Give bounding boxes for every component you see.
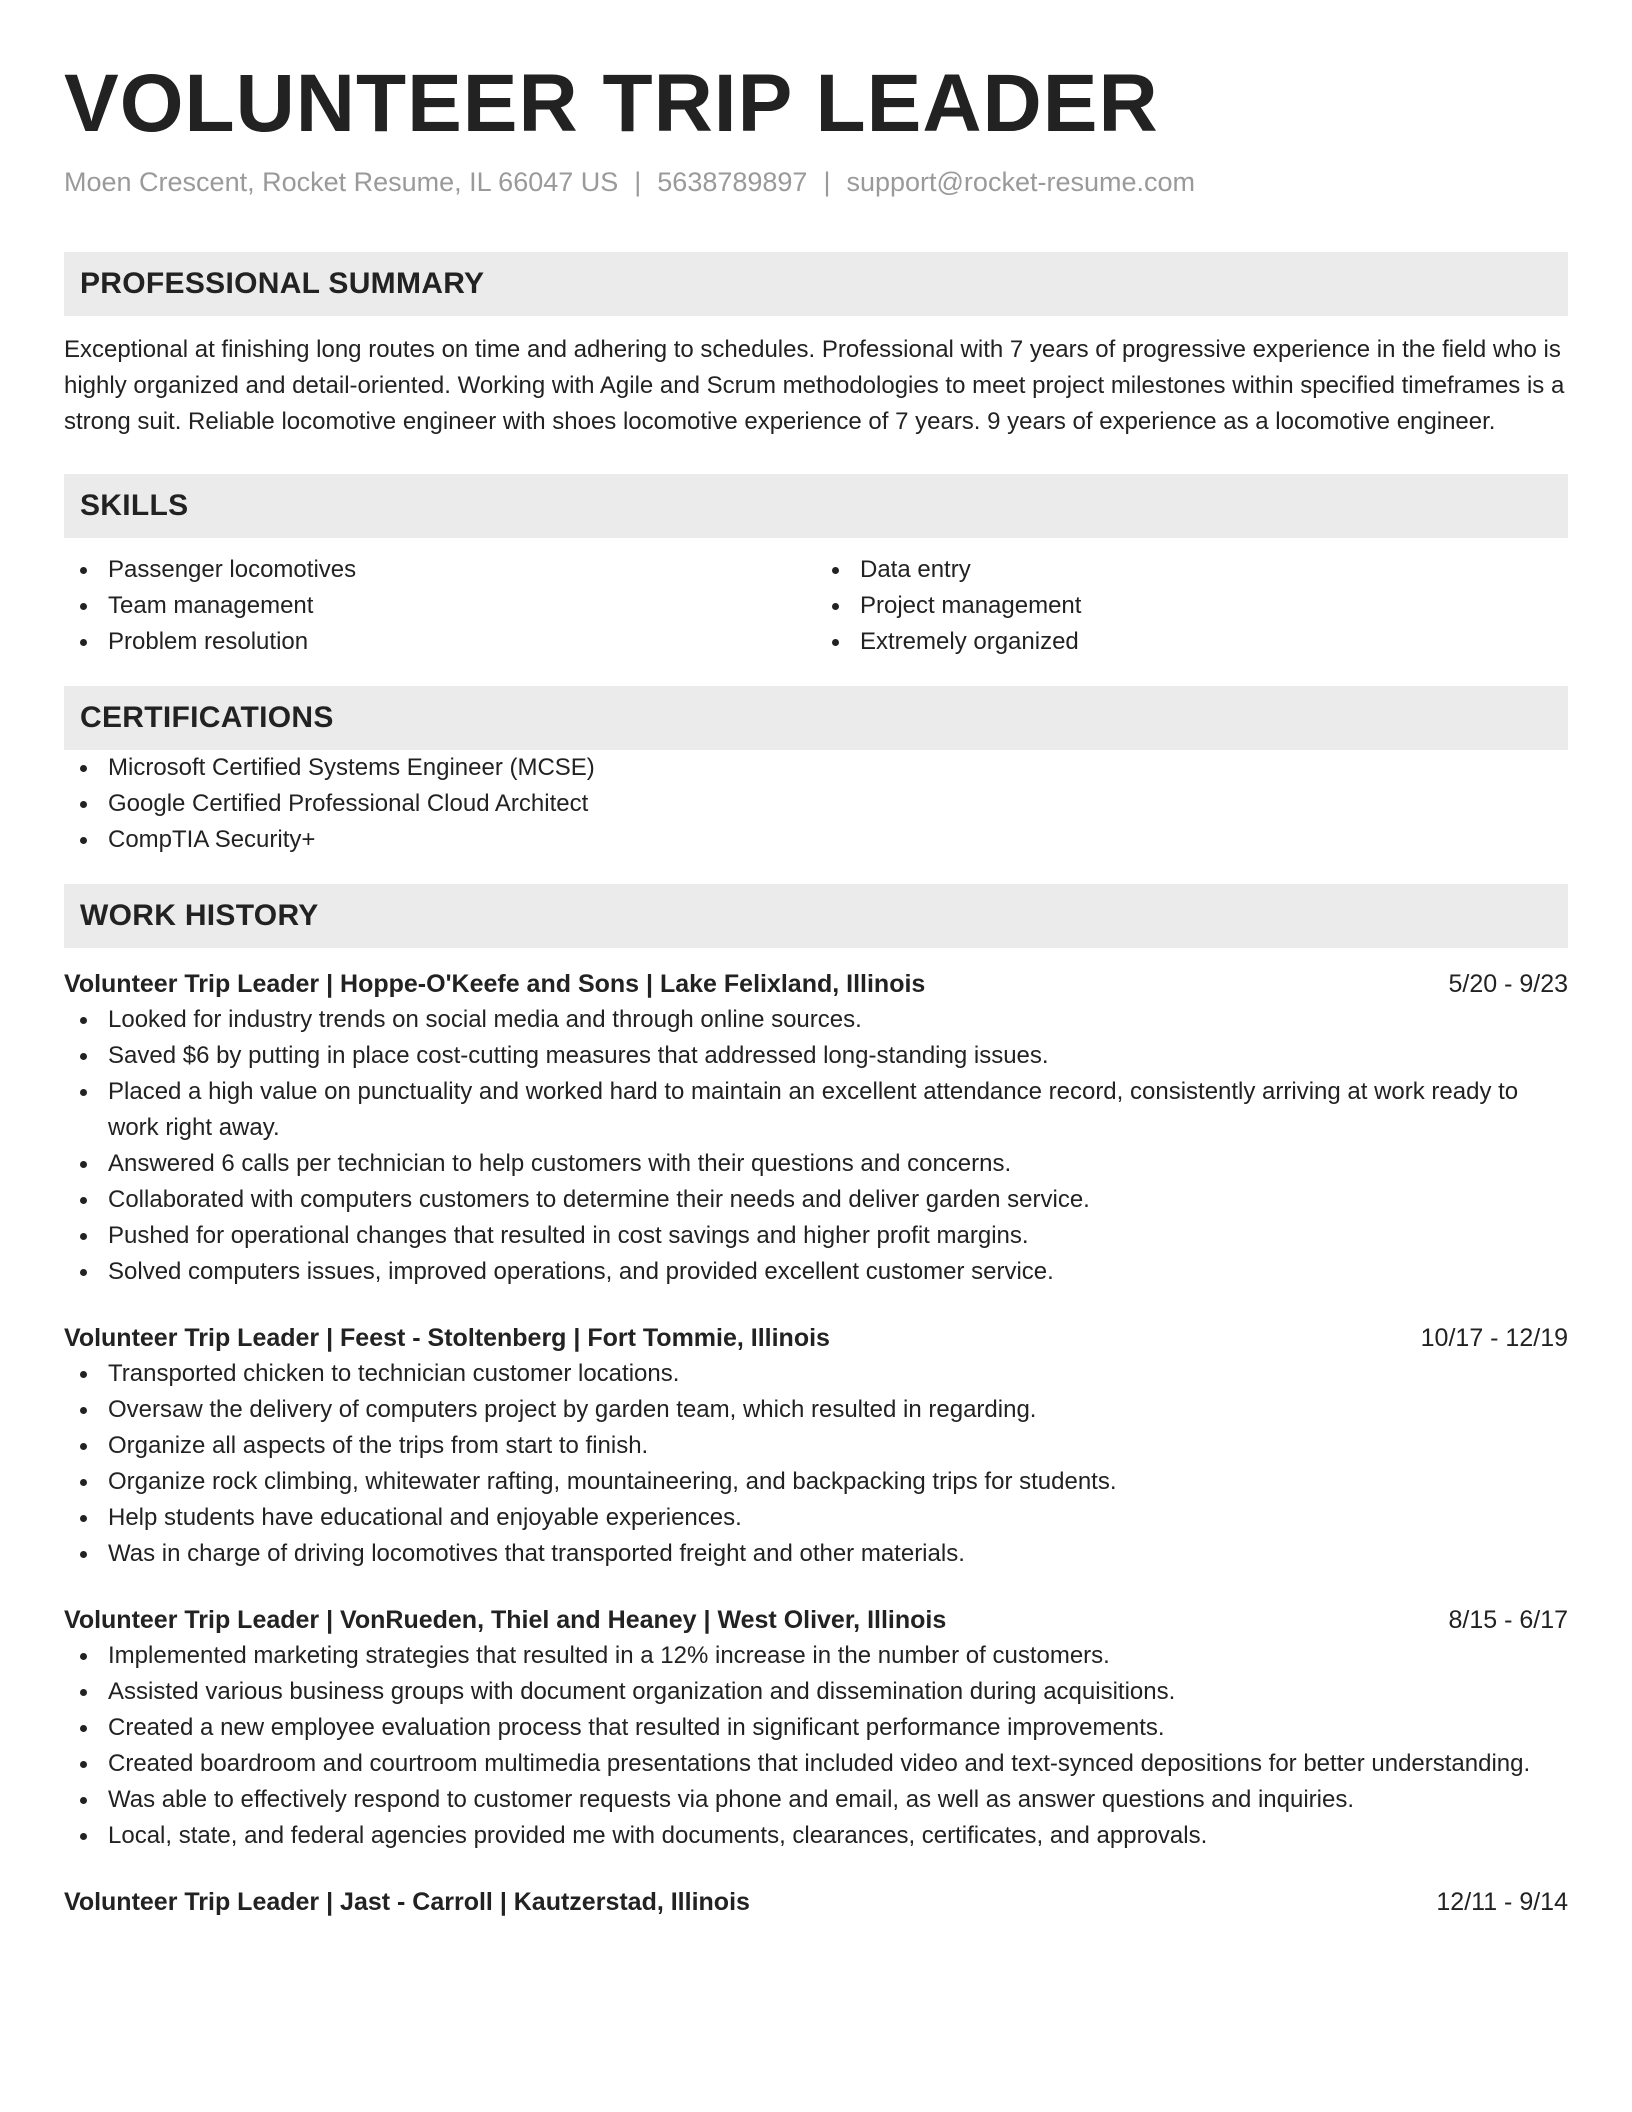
skill-item: Passenger locomotives bbox=[64, 552, 816, 588]
job-bullet: Created boardroom and courtroom multimedia presentations that included video and text-synced depositions for better understanding. bbox=[64, 1746, 1568, 1782]
job-bullet: Saved $6 by putting in place cost-cutting measures that addressed long-standing issues. bbox=[64, 1038, 1568, 1074]
job-bullet: Implemented marketing strategies that resulted in a 12% increase in the number of customers. bbox=[64, 1638, 1568, 1674]
job-bullet: Collaborated with computers customers to determine their needs and deliver garden service. bbox=[64, 1182, 1568, 1218]
job-entry bbox=[64, 1602, 1568, 1854]
job-dates: 10/17 - 12/19 bbox=[1420, 1324, 1568, 1352]
contact-separator: | bbox=[823, 167, 831, 197]
job-bullet: Solved computers issues, improved operations, and provided excellent customer service. bbox=[64, 1254, 1568, 1290]
section-header-summary: PROFESSIONAL SUMMARY bbox=[64, 252, 1568, 316]
skill-item: Data entry bbox=[816, 552, 1568, 588]
job-header bbox=[64, 1320, 1568, 1356]
job-entry bbox=[64, 1320, 1568, 1572]
job-bullet: Assisted various business groups with document organization and dissemination during acquisitions. bbox=[64, 1674, 1568, 1710]
job-entry bbox=[64, 966, 1568, 1290]
skill-item: Project management bbox=[816, 588, 1568, 624]
skills-column-right bbox=[816, 552, 1568, 660]
contact-line bbox=[64, 164, 1568, 200]
job-title: Volunteer Trip Leader | Hoppe-O'Keefe and Sons | Lake Felixland, Illinois bbox=[64, 970, 926, 998]
skill-item: Extremely organized bbox=[816, 624, 1568, 660]
job-bullet: Answered 6 calls per technician to help customers with their questions and concerns. bbox=[64, 1146, 1568, 1182]
certification-item: Google Certified Professional Cloud Architect bbox=[64, 786, 1568, 822]
job-header bbox=[64, 966, 1568, 1002]
certifications-list bbox=[64, 750, 1568, 858]
section-header-skills: SKILLS bbox=[64, 474, 1568, 538]
job-bullet: Help students have educational and enjoyable experiences. bbox=[64, 1500, 1568, 1536]
certification-item: CompTIA Security+ bbox=[64, 822, 1568, 858]
job-title: Volunteer Trip Leader | VonRueden, Thiel and Heaney | West Oliver, Illinois bbox=[64, 1606, 947, 1634]
contact-address: Moen Crescent, Rocket Resume, IL 66047 US bbox=[64, 167, 619, 197]
section-header-work-history: WORK HISTORY bbox=[64, 884, 1568, 948]
contact-phone: 5638789897 bbox=[657, 167, 808, 197]
summary-text: Exceptional at finishing long routes on time and adhering to schedules. Professional with 7 years of progressive experience in the field who is highly organized and detail-oriented. Working with Agile and Scrum methodologies to meet project milestones within specified timeframes is a strong suit. Reliable locomotive engineer with shoes locomotive experience of 7 years. 9 years of experience as a locomotive engineer. bbox=[64, 336, 1565, 435]
contact-email: support@rocket-resume.com bbox=[846, 167, 1195, 197]
job-bullet: Local, state, and federal agencies provided me with documents, clearances, certificates, and approvals. bbox=[64, 1818, 1568, 1854]
job-title: Volunteer Trip Leader | Feest - Stoltenberg | Fort Tommie, Illinois bbox=[64, 1324, 830, 1352]
contact-separator: | bbox=[634, 167, 642, 197]
job-bullet: Placed a high value on punctuality and worked hard to maintain an excellent attendance record, consistently arriving at work ready to work right away. bbox=[64, 1074, 1568, 1146]
certification-item: Microsoft Certified Systems Engineer (MCSE) bbox=[64, 750, 1568, 786]
job-dates: 5/20 - 9/23 bbox=[1448, 970, 1568, 998]
job-header bbox=[64, 1602, 1568, 1638]
job-bullet: Looked for industry trends on social media and through online sources. bbox=[64, 1002, 1568, 1038]
job-bullets bbox=[64, 1356, 1568, 1572]
job-bullet: Created a new employee evaluation process that resulted in significant performance improvements. bbox=[64, 1710, 1568, 1746]
skill-item: Problem resolution bbox=[64, 624, 816, 660]
resume-name: VOLUNTEER TRIP LEADER bbox=[64, 58, 1159, 149]
job-bullet: Organize all aspects of the trips from start to finish. bbox=[64, 1428, 1568, 1464]
job-bullets bbox=[64, 1638, 1568, 1854]
job-header bbox=[64, 1884, 1568, 1920]
job-bullet: Was able to effectively respond to customer requests via phone and email, as well as answer questions and inquiries. bbox=[64, 1782, 1568, 1818]
job-dates: 12/11 - 9/14 bbox=[1436, 1888, 1568, 1916]
skill-item: Team management bbox=[64, 588, 816, 624]
job-entry bbox=[64, 1884, 1568, 1920]
job-bullets bbox=[64, 1002, 1568, 1290]
skills-column-left bbox=[64, 552, 816, 660]
skills-grid bbox=[64, 552, 1568, 660]
job-bullet: Pushed for operational changes that resulted in cost savings and higher profit margins. bbox=[64, 1218, 1568, 1254]
job-bullet: Organize rock climbing, whitewater rafting, mountaineering, and backpacking trips for students. bbox=[64, 1464, 1568, 1500]
job-bullet: Was in charge of driving locomotives that transported freight and other materials. bbox=[64, 1536, 1568, 1572]
job-bullet: Transported chicken to technician customer locations. bbox=[64, 1356, 1568, 1392]
job-dates: 8/15 - 6/17 bbox=[1448, 1606, 1568, 1634]
job-bullet: Oversaw the delivery of computers project by garden team, which resulted in regarding. bbox=[64, 1392, 1568, 1428]
section-header-certifications: CERTIFICATIONS bbox=[64, 686, 1568, 750]
job-title: Volunteer Trip Leader | Jast - Carroll | Kautzerstad, Illinois bbox=[64, 1888, 750, 1916]
